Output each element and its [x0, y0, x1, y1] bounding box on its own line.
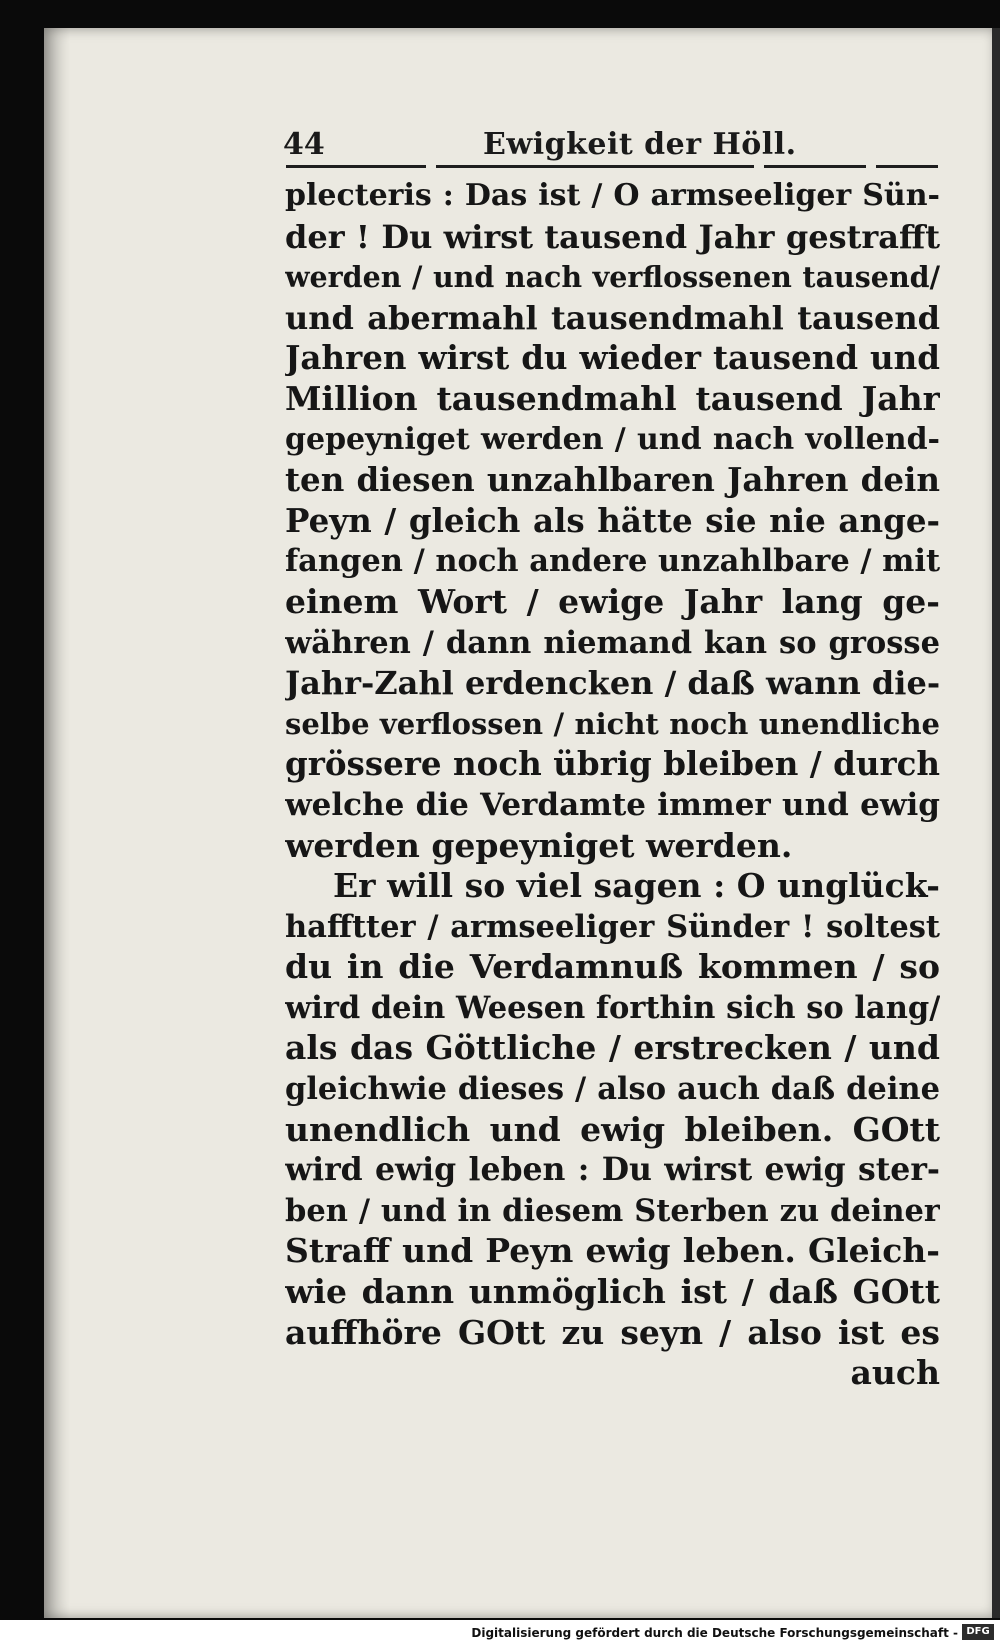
text-line: werden gepeyniget werden.	[285, 825, 793, 865]
text-line: Million tausendmahl tausend Jahr	[285, 378, 940, 418]
text-line: du in die Verdamnuß kommen / so	[285, 947, 940, 987]
text-line: Straff und Peyn ewig leben. Gleich-	[285, 1231, 940, 1271]
text-line: als das Göttliche / erstrecken / und	[285, 1028, 940, 1068]
running-head: Ewigkeit der Höll.	[483, 127, 797, 162]
text-line: gepeyniget werden / und nach vollend-	[285, 421, 940, 457]
text-line: selbe verflossen / nicht noch unendliche	[285, 706, 940, 741]
text-line: fangen / noch andere unzahlbare / mit	[285, 543, 940, 580]
dfg-logo: DFG	[962, 1624, 994, 1640]
text-line: wie dann unmöglich ist / daß GOtt	[285, 1272, 940, 1312]
text-line: währen / dann niemand kan so grosse	[285, 624, 940, 661]
header-rule	[436, 165, 754, 168]
text-line: auffhöre GOtt zu seyn / also ist es	[285, 1312, 940, 1352]
page-header	[283, 128, 938, 168]
text-line: der ! Du wirst tausend Jahr gestrafft	[285, 217, 940, 256]
header-rule	[876, 165, 938, 168]
funding-note: Digitalisierung gefördert durch die Deutsche Forschungsgemeinschaft -	[471, 1626, 958, 1640]
page-edge	[992, 28, 1000, 1618]
text-line: ten diesen unzahlbaren Jahren dein	[285, 460, 940, 500]
digitization-footer	[0, 1620, 1000, 1646]
page-number: 44	[283, 127, 325, 162]
text-line: Jahr-Zahl erdencken / daß wann die-	[285, 664, 940, 703]
text-line: Er will so viel sagen : O unglück-	[333, 866, 940, 906]
text-line: und abermahl tausendmahl tausend	[285, 298, 940, 337]
text-line: ben / und in diesem Sterben zu deiner	[285, 1192, 940, 1229]
header-rule	[764, 165, 866, 168]
text-line: wird dein Weesen forthin sich so lang/	[285, 989, 940, 1026]
text-line: Jahren wirst du wieder tausend und	[285, 338, 940, 378]
text-line: Peyn / gleich als hätte sie nie ange-	[285, 500, 940, 540]
text-line: werden / und nach verflossenen tausend/	[285, 260, 940, 295]
header-rule	[286, 165, 426, 168]
text-line: wird ewig leben : Du wirst ewig ster-	[285, 1151, 940, 1189]
text-line: grössere noch übrig bleiben / durch	[285, 744, 940, 784]
text-line: hafftter / armseeliger Sünder ! soltest	[285, 908, 940, 945]
text-line: welche die Verdamte immer und ewig	[285, 786, 940, 823]
spine-shadow	[44, 28, 70, 1618]
text-line: plecteris : Das ist / O armseeliger Sün-	[285, 178, 940, 213]
text-line: gleichwie dieses / also auch daß deine	[285, 1071, 940, 1108]
body-text	[285, 176, 940, 1394]
text-line: unendlich und ewig bleiben. GOtt	[285, 1109, 940, 1149]
catchword: auch	[850, 1353, 940, 1393]
text-line: einem Wort / ewige Jahr lang ge-	[285, 581, 940, 621]
